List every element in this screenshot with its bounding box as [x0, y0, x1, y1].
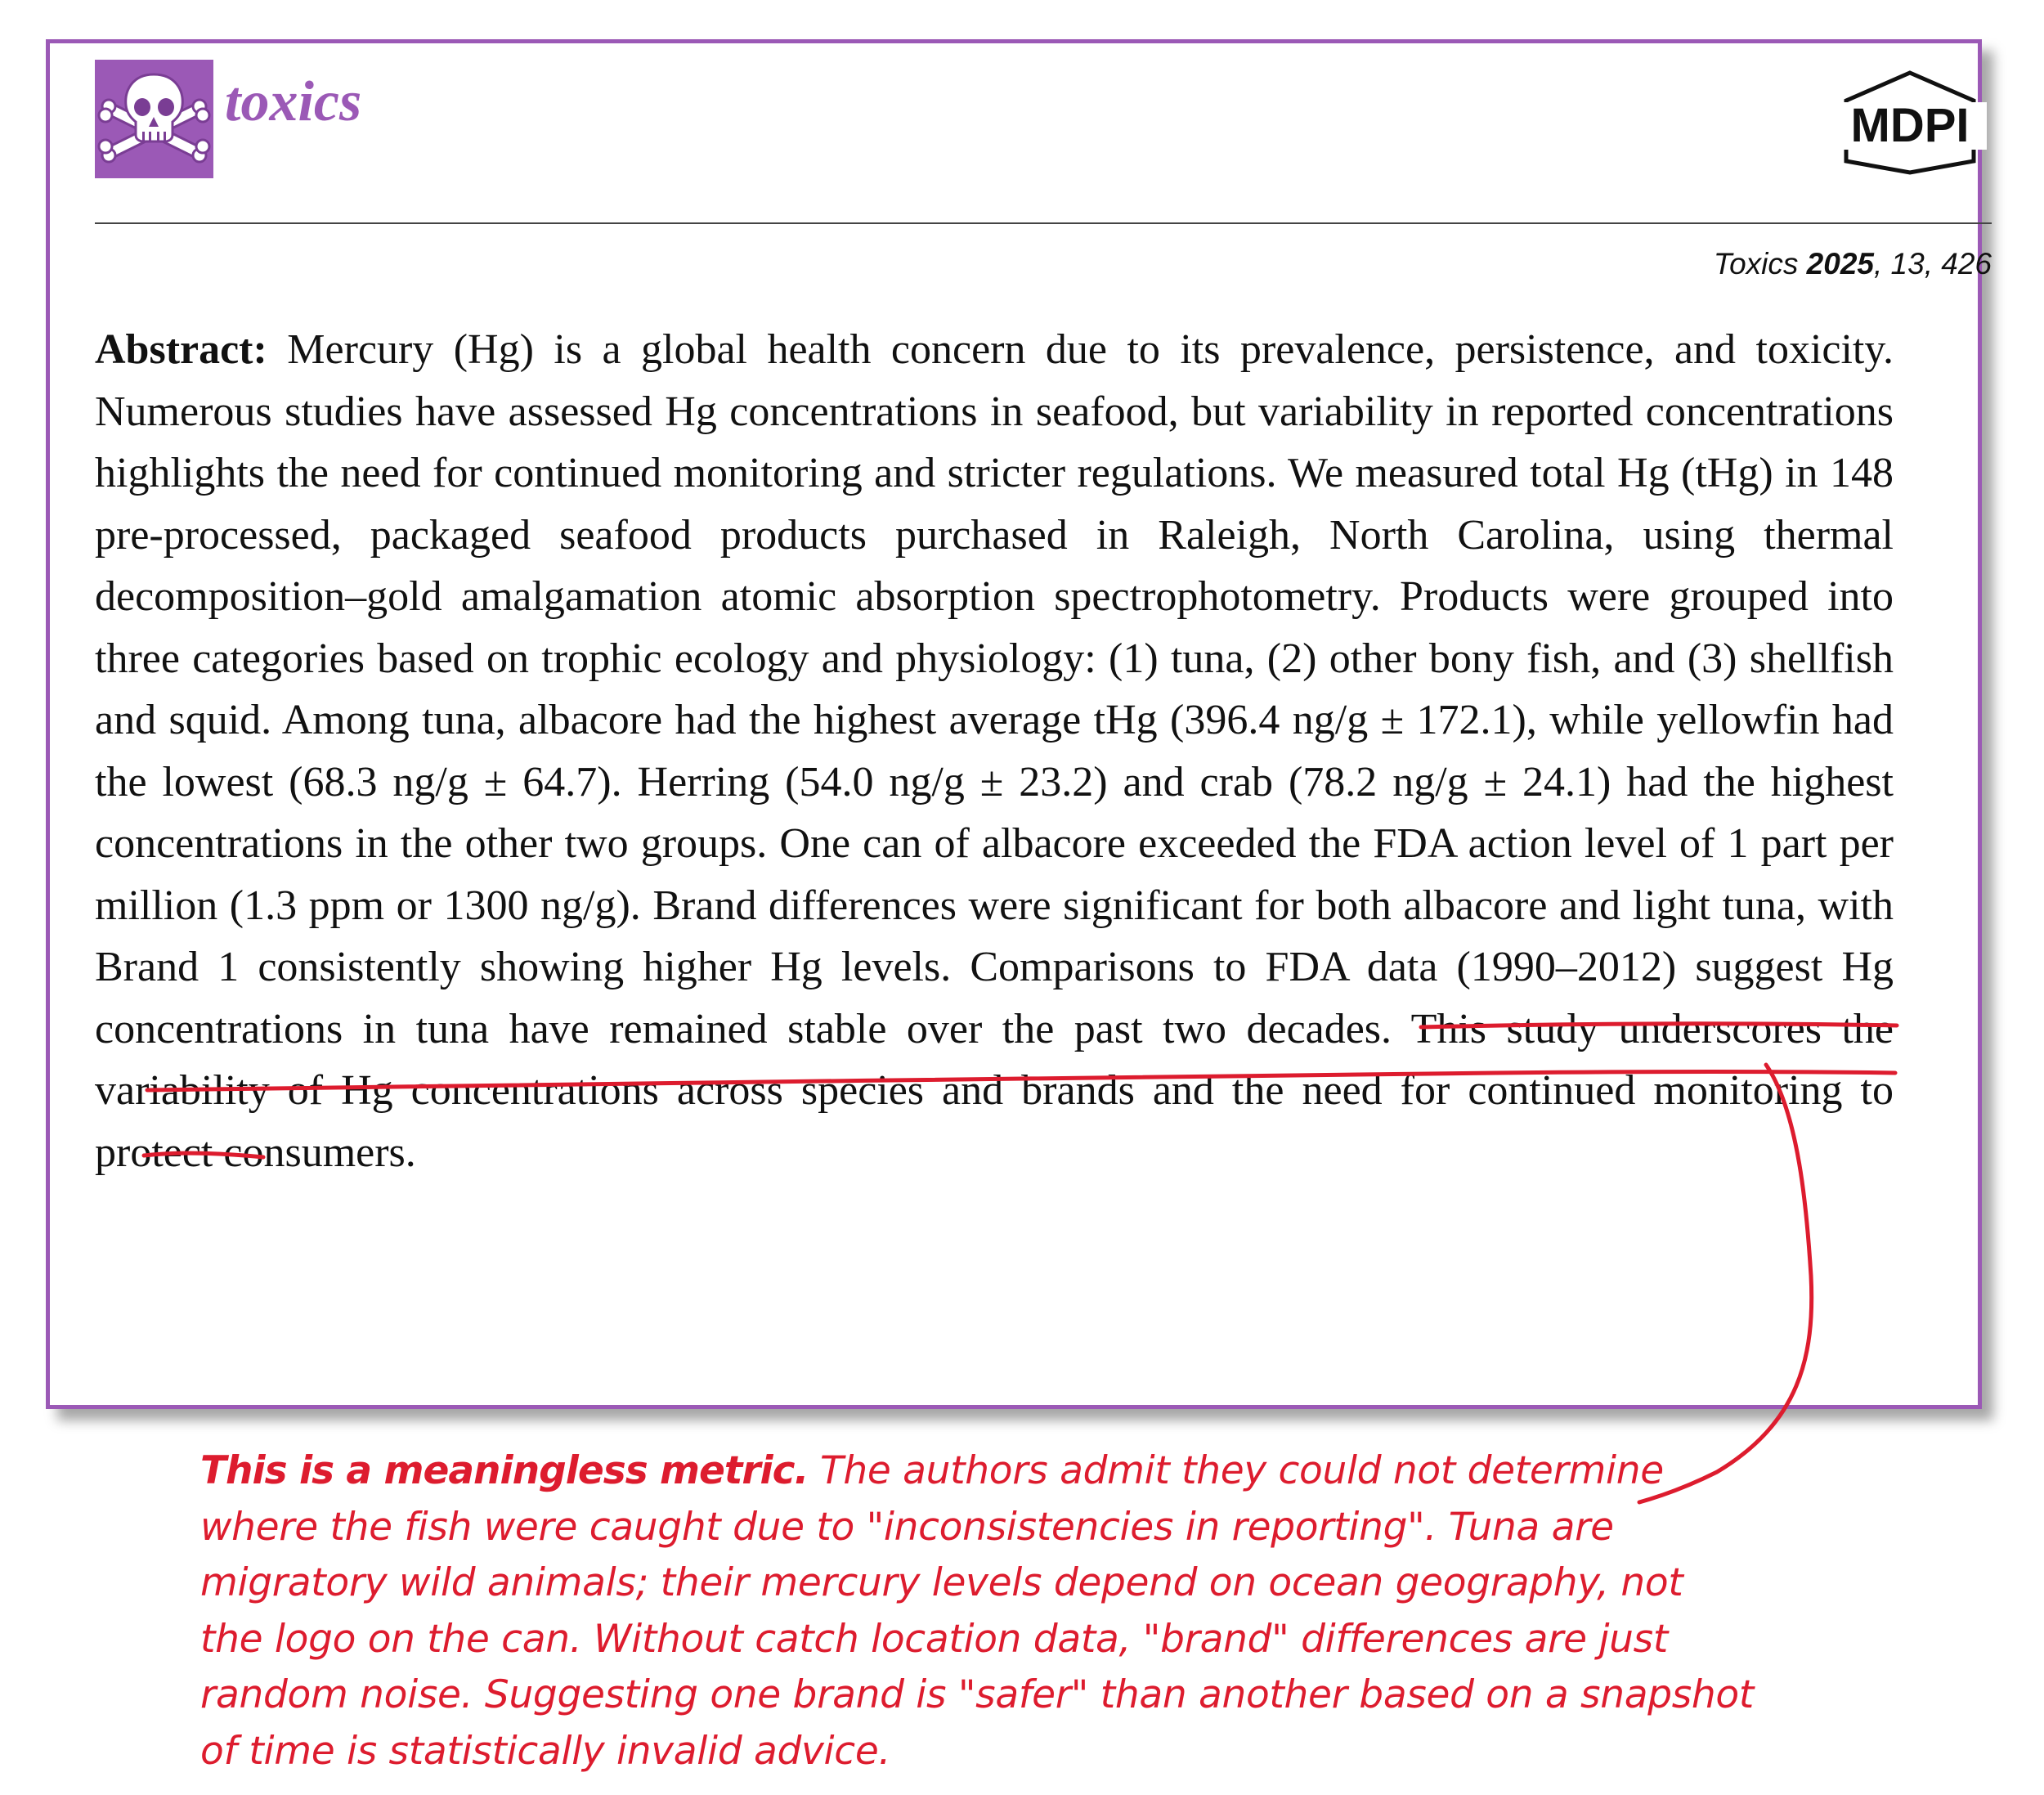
abstract-paragraph [95, 319, 1894, 1183]
journal-logo [95, 60, 213, 178]
header-divider [95, 222, 1992, 224]
journal-name: toxics [225, 70, 362, 133]
abstract-text-before: Mercury (Hg) is a global health concern due to its prevalence, persistence, and toxicity. Numerous studies have assessed Hg concentrations in seafood, but variability in reported concentrations highlights the need for continued monitoring and stricter regulations. We measured total Hg (tHg) in 148 pre-processed, packaged seafood products purchased in Raleigh, North Carolina, using thermal decomposition–gold amalgamation atomic absorption spectrophotometry. Products were grouped into three categories based on trophic ecology and physiology: (1) tuna, (2) other bony fish, and (3) shellfish and squid. Among tuna, albacore had the highest average tHg (396.4 ng/g ± 172.1), while yellowfin had the lowest (68.3 ng/g ± 64.7). Herring (54.0 ng/g ± 23.2) and crab (78.2 ng/g ± 24.1) had the highest concentrations in the other two groups. One can of albacore exceeded the FDA action level of 1 part per million (1.3 ppm or 1300 ng/g). [95, 326, 1894, 929]
comment-body: The authors admit they could not determine where the fish were caught due to "inconsistencies in reporting". Tuna are migratory wild animals; their mercury levels depend on ocean geography, not the logo on the can. Without catch location data, "brand" differences are just random noise. Suggesting one brand is "safer" than another based on a snapshot of time is statistically invalid advice. [200, 1448, 1754, 1774]
abstract-text-after: Comparisons to FDA data (1990–2012) suggest Hg concentrations in tuna have remained stable over the past two decades. This study underscores the variability of Hg concentrations across species and brands and the need for continued monitoring to protect consumers. [95, 944, 1894, 1176]
abstract-label: Abstract: [95, 326, 267, 373]
publisher-logo [1828, 70, 1992, 180]
citation-journal: Toxics [1713, 247, 1799, 280]
skull-crossbones-icon [95, 60, 213, 178]
citation-year: 2025 [1806, 247, 1874, 280]
citation-volume-article: , 13, 426 [1873, 247, 1992, 280]
abstract-highlighted-claim: Brand differences were significant for both albacore and light tuna, with Brand 1 consistently showing higher Hg levels. [95, 882, 1894, 990]
margin-comment [200, 1443, 1754, 1779]
citation [1714, 247, 1992, 281]
publisher-name: MDPI [1850, 99, 1970, 152]
comment-lead: This is a meaningless metric. [200, 1448, 809, 1493]
